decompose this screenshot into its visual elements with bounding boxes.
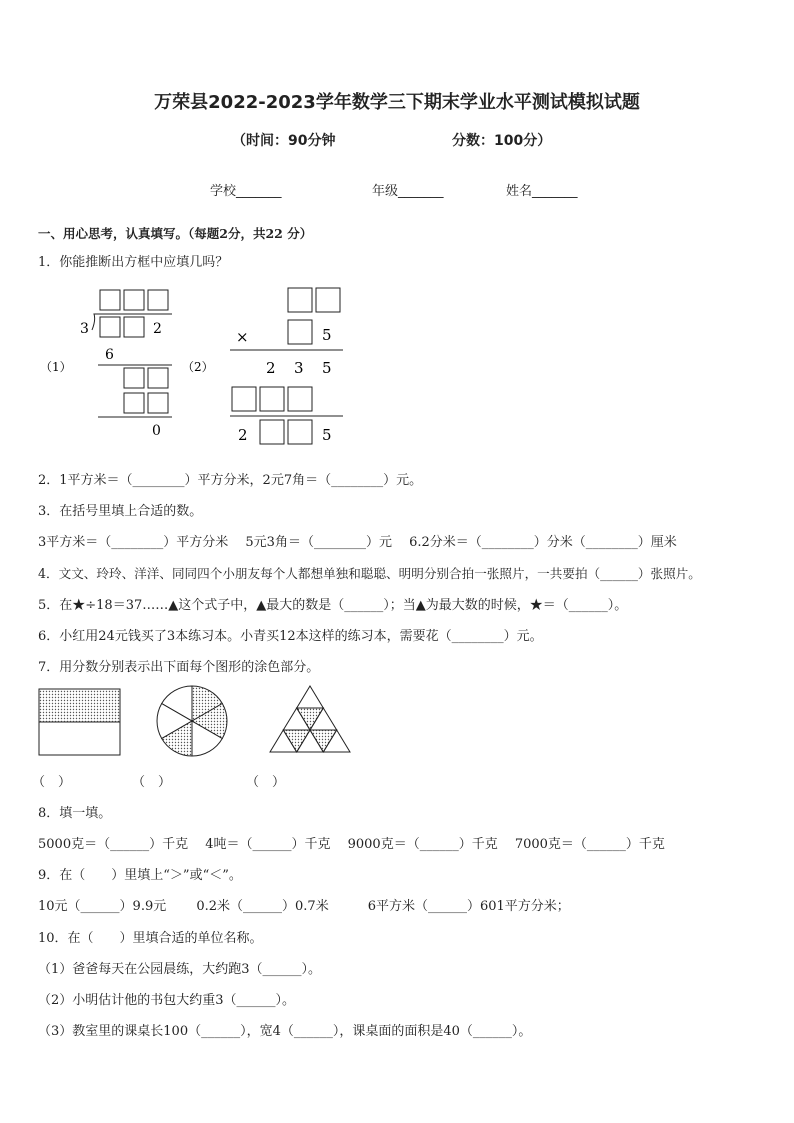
rect-shaded-half [39, 689, 120, 722]
partial-box [260, 387, 284, 411]
part1-label: （1） [40, 360, 72, 374]
part2-label: （2） [182, 360, 214, 374]
exam-score: 分数：100分） [452, 133, 552, 149]
question-4: 4．文文、玲玲、洋洋、同同四个小朋友每个人都想单独和聪聪、明明分别合拍一张照片，一共要拍（______）张照片。 [38, 566, 701, 581]
question-9-line: 10元（______）9.9元 0.2米（______）0.7米 6平方米（______）601平方分米； [38, 899, 570, 914]
final-zero: 0 [152, 423, 161, 439]
multiplicand-box [288, 288, 312, 312]
multiplier-box [288, 320, 312, 344]
circle-blank-sector [162, 686, 192, 721]
page-title: 万荣县2022-2023学年数学三下期末学业水平测试模拟试题 [154, 92, 640, 113]
product-box [260, 420, 284, 444]
question-7: 7．用分数分别表示出下面每个图形的涂色部分。 [38, 660, 320, 675]
partial-digit: 5 [322, 359, 332, 377]
question-10-item: （3）教室里的课桌长100（______），宽4（______），课桌面的面积是40（______）。 [38, 1024, 532, 1039]
partial-box [232, 387, 256, 411]
answer-blank-rect: （ ） [32, 775, 72, 790]
question-9: 9．在（ ）里填上“＞”或“＜”。 [38, 868, 242, 883]
triangle-figure [270, 686, 350, 752]
section-heading: 一、用心思考，认真填写。（每题2分，共22 分） [38, 226, 313, 241]
grade-field: 年级_______ [372, 184, 444, 199]
question-8-line: 5000克＝（______）千克 4吨＝（______）千克 9000克＝（______）千克 7000克＝（______）千克 [38, 837, 665, 852]
multiplicand-box [316, 288, 340, 312]
triangle-shaded-cell [310, 730, 337, 752]
answer-blank-circle: （ ） [132, 775, 172, 790]
subtract-box [124, 393, 144, 413]
question-10: 10．在（ ）里填合适的单位名称。 [38, 931, 263, 946]
dividend-box [124, 317, 144, 337]
dividend-box [100, 317, 120, 337]
subtract-box [148, 393, 168, 413]
quotient-box [148, 290, 168, 310]
dividend-digit: 2 [153, 321, 162, 337]
quotient-box [124, 290, 144, 310]
question-3: 3．在括号里填上合适的数。 [38, 504, 203, 519]
question-1: 1．你能推断出方框中应填几吗？ [38, 255, 229, 270]
q1-diagrams [30, 280, 360, 450]
question-8: 8．填一填。 [38, 806, 112, 821]
triangle-shaded-cell [297, 708, 324, 730]
partial-box [288, 387, 312, 411]
partial-digit: 3 [294, 359, 304, 377]
subtrahend-six: 6 [105, 347, 114, 363]
triangle-shaded-cell [283, 730, 310, 752]
triangle-cell [297, 686, 324, 708]
answer-blank-triangle: （ ） [246, 775, 286, 790]
question-10-item: （1）爸爸每天在公园晨练，大约跑3（______）。 [38, 962, 322, 977]
exam-time: （时间：90分钟 [232, 133, 336, 149]
school-field: 学校_______ [210, 184, 282, 199]
multiplier-five: 5 [322, 326, 332, 344]
circle-shaded-sector [162, 721, 192, 756]
partial-digit: 2 [266, 359, 276, 377]
multiply-sign: × [236, 328, 249, 346]
question-5: 5．在★÷18＝37……▲这个式子中，▲最大的数是（______）；当▲为最大数的时候，★＝（______）。 [38, 598, 628, 613]
rect-blank-half [39, 722, 120, 755]
divisor: 3 [80, 321, 89, 337]
question-3-line: 3平方米＝（________）平方分米 5元3角＝（________）元 6.2分米＝（________）分米（________）厘米 [38, 535, 677, 550]
question-2: 2．1平方米＝（________）平方分米，2元7角＝（________）元。 [38, 473, 423, 488]
quotient-box [100, 290, 120, 310]
name-field: 姓名_______ [506, 184, 578, 199]
remainder-box [148, 368, 168, 388]
question-10-item: （2）小明估计他的书包大约重3（______）。 [38, 993, 296, 1008]
q7-figures [30, 684, 370, 759]
product-box [288, 420, 312, 444]
circle-figure [157, 686, 227, 756]
remainder-box [124, 368, 144, 388]
product-last-digit: 5 [322, 426, 332, 444]
product-first-digit: 2 [238, 426, 248, 444]
question-6: 6．小红用24元钱买了3本练习本。小青买12本这样的练习本，需要花（________）元。 [38, 629, 543, 644]
